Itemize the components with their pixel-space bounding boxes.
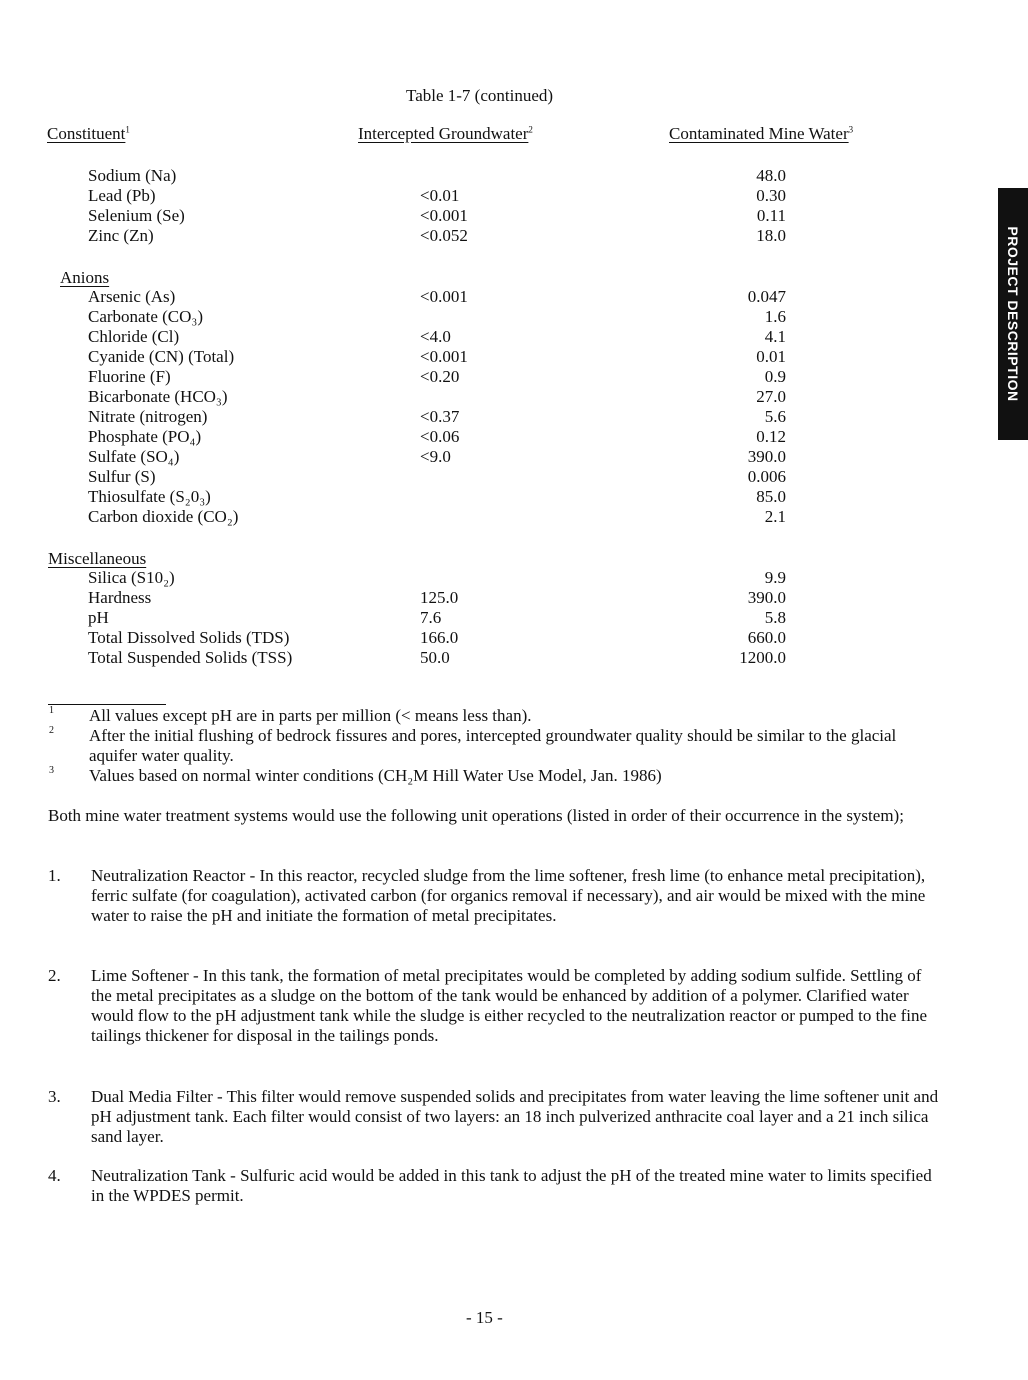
constituent-name: Zinc (Zn) xyxy=(88,226,154,245)
constituent-name: Bicarbonate (HCO₃) xyxy=(88,387,228,406)
list-item-text: Neutralization Reactor - In this reactor, recycled sludge from the lime softener, fresh lime (to enhance metal precipitation), ferric sulfate (for coagulation), activated carbon (for organics removal if necessary), and air would be mixed with the mine water to raise the pH and initiate the formation of metal precipitates. xyxy=(91,866,926,925)
minewater-value: 0.047 xyxy=(747,287,786,306)
page-number: - 15 - xyxy=(466,1308,503,1327)
groundwater-value: 7.6 xyxy=(420,608,442,627)
minewater-value: 1.6 xyxy=(764,307,786,326)
constituent-name: Sulfate (SO₄) xyxy=(88,447,180,466)
constituent-name: Total Dissolved Solids (TDS) xyxy=(88,628,290,647)
intro-paragraph: Both mine water treatment systems would use the following unit operations (listed in order of their occurrence in the system); xyxy=(48,806,904,825)
constituent-name: Carbon dioxide (CO₂) xyxy=(88,507,239,526)
groundwater-value: <0.052 xyxy=(420,226,468,245)
constituent-name: Phosphate (PO₄) xyxy=(88,427,202,446)
constituent-name: Carbonate (CO₃) xyxy=(88,307,203,326)
minewater-value: 660.0 xyxy=(747,628,786,647)
constituent-name: pH xyxy=(88,608,109,627)
minewater-value: 0.30 xyxy=(756,186,786,205)
footnote-text: Values based on normal winter conditions (CH₂M Hill Water Use Model, Jan. 1986) xyxy=(89,766,662,785)
section-label: Miscellaneous xyxy=(48,549,147,568)
minewater-value: 0.12 xyxy=(756,427,786,446)
constituent-name: Sulfur (S) xyxy=(88,467,156,486)
constituent-name: Lead (Pb) xyxy=(88,186,156,205)
minewater-value: 5.6 xyxy=(764,407,786,426)
minewater-value: 48.0 xyxy=(756,166,786,185)
groundwater-value: <0.001 xyxy=(420,287,468,306)
footnote-mark: 3 xyxy=(49,765,54,776)
groundwater-value: <9.0 xyxy=(420,447,451,466)
section-tab xyxy=(998,188,1028,440)
constituent-name: Arsenic (As) xyxy=(88,287,176,306)
constituent-name: Sodium (Na) xyxy=(88,166,177,185)
minewater-value: 0.01 xyxy=(756,347,786,366)
minewater-value: 85.0 xyxy=(756,487,786,506)
minewater-value: 18.0 xyxy=(756,226,786,245)
table-title: Table 1-7 (continued) xyxy=(406,86,554,105)
minewater-value: 390.0 xyxy=(747,588,786,607)
list-item-text: Dual Media Filter - This filter would remove suspended solids and precipitates from water leaving the lime softener unit and pH adjustment tank. Each filter would consist of two layers: an 18 inch pulverized anthracite coal layer and a 21 inch silica sand layer. xyxy=(91,1087,939,1146)
minewater-value: 390.0 xyxy=(747,447,786,466)
list-item-text: Neutralization Tank - Sulfuric acid would be added in this tank to adjust the pH of the treated mine water to limits specified in the WPDES permit. xyxy=(91,1166,932,1205)
constituent-name: Fluorine (F) xyxy=(88,367,171,386)
groundwater-value: <4.0 xyxy=(420,327,451,346)
constituent-name: Chloride (Cl) xyxy=(88,327,180,346)
minewater-value: 0.11 xyxy=(756,206,786,225)
constituent-name: Silica (S10₂) xyxy=(88,568,175,587)
list-number: 4. xyxy=(48,1166,61,1185)
minewater-value: 1200.0 xyxy=(739,648,786,667)
list-number: 3. xyxy=(48,1087,61,1106)
groundwater-value: 125.0 xyxy=(420,588,459,607)
groundwater-value: <0.37 xyxy=(420,407,460,426)
groundwater-value: 166.0 xyxy=(420,628,459,647)
footnote-text: All values except pH are in parts per million (< means less than). xyxy=(89,706,532,725)
constituent-name: Total Suspended Solids (TSS) xyxy=(88,648,293,667)
header-constituent: Constituent$^1$ xyxy=(47,124,130,143)
groundwater-value: <0.001 xyxy=(420,206,468,225)
groundwater-value: <0.06 xyxy=(420,427,460,446)
footnote-mark: 1 xyxy=(49,705,54,716)
list-number: 1. xyxy=(48,866,61,885)
minewater-value: 4.1 xyxy=(764,327,786,346)
minewater-value: 0.9 xyxy=(764,367,786,386)
constituent-name: Cyanide (CN) (Total) xyxy=(88,347,235,366)
groundwater-value: <0.001 xyxy=(420,347,468,366)
minewater-value: 27.0 xyxy=(756,387,786,406)
header-contaminated-mine-water: Contaminated Mine Water$^3$ xyxy=(669,124,854,143)
constituent-name: Nitrate (nitrogen) xyxy=(88,407,208,426)
minewater-value: 9.9 xyxy=(764,568,786,587)
groundwater-value: <0.20 xyxy=(420,367,460,386)
header-intercepted-groundwater: Intercepted Groundwater$^2$ xyxy=(358,124,533,143)
list-number: 2. xyxy=(48,966,61,985)
groundwater-value: 50.0 xyxy=(420,648,450,667)
constituent-name: Hardness xyxy=(88,588,152,607)
section-tab-label: PROJECT DESCRIPTION xyxy=(1005,226,1021,402)
minewater-value: 0.006 xyxy=(747,467,786,486)
minewater-value: 5.8 xyxy=(764,608,786,627)
groundwater-value: <0.01 xyxy=(420,186,460,205)
list-item-text: Lime Softener - In this tank, the formation of metal precipitates would be completed by adding sodium sulfide. Settling of the metal precipitates as a sludge on the bottom of the tank would be enhanced by addition of a polymer. Clarified water would flow to the pH adjustment tank while the sludge is either recycled to the neutralization reactor or pumped to the fine tailings thickener for disposal in the tailings ponds. xyxy=(91,966,928,1045)
footnote-text: After the initial flushing of bedrock fissures and pores, intercepted groundwater quality should be similar to the glacial aquifer water quality. xyxy=(89,726,897,765)
footnote-rule xyxy=(48,704,166,705)
constituent-name: Thiosulfate (S₂0₃) xyxy=(88,487,211,506)
footnote-mark: 2 xyxy=(49,725,54,736)
section-label: Anions xyxy=(60,268,110,287)
minewater-value: 2.1 xyxy=(764,507,786,526)
constituent-name: Selenium (Se) xyxy=(88,206,185,225)
